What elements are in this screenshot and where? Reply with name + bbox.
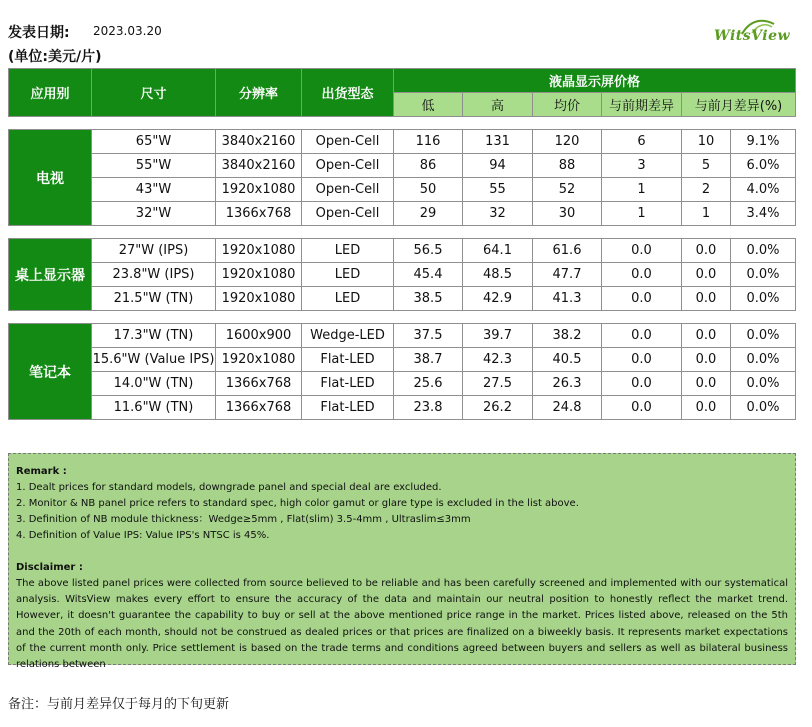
remark-item: 4. Definition of Value IPS: Value IPS's NTSC is 45%. <box>16 530 270 541</box>
shipment-type-cell: Open-Cell <box>302 202 394 226</box>
diff-prev-month-pct-cell: 0.0% <box>731 348 796 372</box>
section-spacer <box>9 117 796 130</box>
size-cell: 65"W <box>92 130 216 154</box>
low-price-cell: 38.7 <box>394 348 463 372</box>
witsview-logo <box>712 18 792 54</box>
avg-price-cell: 52 <box>533 178 602 202</box>
size-cell: 15.6"W (Value IPS) <box>92 348 216 372</box>
low-price-cell: 116 <box>394 130 463 154</box>
diff-prev-period-cell: 0.0 <box>602 372 682 396</box>
resolution-cell: 1920x1080 <box>216 239 302 263</box>
table-row <box>9 239 796 263</box>
table-row <box>9 372 796 396</box>
high-price-cell: 94 <box>463 154 533 178</box>
resolution-cell: 1366x768 <box>216 372 302 396</box>
high-price-cell: 42.3 <box>463 348 533 372</box>
table-row <box>9 324 796 348</box>
diff-prev-month-pct-cell: 0.0% <box>731 239 796 263</box>
resolution-cell: 3840x2160 <box>216 130 302 154</box>
avg-price-cell: 30 <box>533 202 602 226</box>
diff-prev-month-pct-cell: 4.0% <box>731 178 796 202</box>
table-row <box>9 130 796 154</box>
col-header-high: 高 <box>463 93 533 117</box>
size-cell: 27"W (IPS) <box>92 239 216 263</box>
unit-label: (单位:美元/片) <box>8 49 102 65</box>
high-price-cell: 55 <box>463 178 533 202</box>
disclaimer-text: The above listed panel prices were collected from source believed to be reliable and has been carefully screened and implemented with our systematical analysis. WitsView makes every effort to ensure the accuracy of the data and maintain our neutral position to honestly reflect the market trend. However, it doesn't guarantee the capability to buy or sell at the above mentioned price range in the market. Prices listed above, released on the 5th and the 20th of each month, should not be construed as dealed prices or that prices are finalized on a biweekly basis. It represents market expectations of the current month only. Price settlement is based on the trade terms and conditions agreed between buyers and sellers as well as bilateral business relations between <box>16 578 788 671</box>
size-cell: 21.5"W (TN) <box>92 287 216 311</box>
size-cell: 17.3"W (TN) <box>92 324 216 348</box>
high-price-cell: 64.1 <box>463 239 533 263</box>
publish-date-label: 发表日期: <box>8 25 70 41</box>
size-cell: 11.6"W (TN) <box>92 396 216 420</box>
diff-prev-period-cell: 0.0 <box>602 348 682 372</box>
shipment-type-cell: Flat-LED <box>302 348 394 372</box>
diff-prev-period-cell: 0.0 <box>602 263 682 287</box>
table-row <box>9 178 796 202</box>
shipment-type-cell: Flat-LED <box>302 372 394 396</box>
section-label: 笔记本 <box>9 324 92 420</box>
remark-item: 1. Dealt prices for standard models, downgrade panel and special deal are excluded. <box>16 482 442 493</box>
col-header-application: 应用别 <box>9 69 92 117</box>
diff-prev-period-cell: 0.0 <box>602 396 682 420</box>
low-price-cell: 38.5 <box>394 287 463 311</box>
shipment-type-cell: LED <box>302 287 394 311</box>
shipment-type-cell: Open-Cell <box>302 130 394 154</box>
avg-price-cell: 88 <box>533 154 602 178</box>
section-spacer <box>9 311 796 324</box>
high-price-cell: 39.7 <box>463 324 533 348</box>
diff-prev-month-pct-cell: 9.1% <box>731 130 796 154</box>
shipment-type-cell: LED <box>302 263 394 287</box>
table-row <box>9 154 796 178</box>
diff-prev-period-cell: 1 <box>602 202 682 226</box>
col-header-low: 低 <box>394 93 463 117</box>
avg-price-cell: 38.2 <box>533 324 602 348</box>
diff-prev-month-pct-cell: 0.0% <box>731 372 796 396</box>
low-price-cell: 23.8 <box>394 396 463 420</box>
shipment-type-cell: Open-Cell <box>302 178 394 202</box>
high-price-cell: 131 <box>463 130 533 154</box>
table-row <box>9 263 796 287</box>
remark-item: 2. Monitor & NB panel price refers to standard spec, high color gamut or glare type is excluded in the list above. <box>16 498 579 509</box>
diff-prev-month-pct-cell: 6.0% <box>731 154 796 178</box>
high-price-cell: 42.9 <box>463 287 533 311</box>
shipment-type-cell: Open-Cell <box>302 154 394 178</box>
resolution-cell: 1920x1080 <box>216 287 302 311</box>
diff-prev-month-pct-cell: 3.4% <box>731 202 796 226</box>
notes-box <box>8 453 796 671</box>
resolution-cell: 1366x768 <box>216 396 302 420</box>
disclaimer-title: Disclaimer : <box>16 562 83 573</box>
diff-prev-period-cell: 0.0 <box>602 324 682 348</box>
remark-title: Remark : <box>16 466 67 477</box>
diff-prev-month-cell: 1 <box>682 202 731 226</box>
low-price-cell: 45.4 <box>394 263 463 287</box>
logo-text: WitsView <box>714 28 791 44</box>
table-row <box>9 287 796 311</box>
col-header-size: 尺寸 <box>92 69 216 117</box>
avg-price-cell: 26.3 <box>533 372 602 396</box>
diff-prev-month-cell: 5 <box>682 154 731 178</box>
diff-prev-period-cell: 1 <box>602 178 682 202</box>
size-cell: 14.0"W (TN) <box>92 372 216 396</box>
size-cell: 23.8"W (IPS) <box>92 263 216 287</box>
avg-price-cell: 47.7 <box>533 263 602 287</box>
section-label: 桌上显示器 <box>9 239 92 311</box>
avg-price-cell: 41.3 <box>533 287 602 311</box>
footer-note: 备注：与前月差异仅于每月的下旬更新 <box>8 697 230 712</box>
shipment-type-cell: Wedge-LED <box>302 324 394 348</box>
resolution-cell: 1366x768 <box>216 202 302 226</box>
avg-price-cell: 61.6 <box>533 239 602 263</box>
table-row <box>9 202 796 226</box>
col-header-price-group: 液晶显示屏价格 <box>394 69 796 93</box>
high-price-cell: 32 <box>463 202 533 226</box>
shipment-type-cell: Flat-LED <box>302 396 394 420</box>
diff-prev-month-pct-cell: 0.0% <box>731 396 796 420</box>
diff-prev-month-cell: 0.0 <box>682 372 731 396</box>
diff-prev-month-cell: 0.0 <box>682 287 731 311</box>
diff-prev-month-cell: 10 <box>682 130 731 154</box>
diff-prev-period-cell: 0.0 <box>602 287 682 311</box>
publish-date-value: 2023.03.20 <box>93 24 162 38</box>
size-cell: 32"W <box>92 202 216 226</box>
diff-prev-month-pct-cell: 0.0% <box>731 324 796 348</box>
high-price-cell: 26.2 <box>463 396 533 420</box>
low-price-cell: 25.6 <box>394 372 463 396</box>
col-header-diff-prev-month: 与前月差异(%) <box>682 93 796 117</box>
diff-prev-month-cell: 0.0 <box>682 396 731 420</box>
diff-prev-month-cell: 0.0 <box>682 239 731 263</box>
shipment-type-cell: LED <box>302 239 394 263</box>
low-price-cell: 56.5 <box>394 239 463 263</box>
panel-price-table <box>8 68 796 420</box>
diff-prev-month-cell: 2 <box>682 178 731 202</box>
diff-prev-month-pct-cell: 0.0% <box>731 287 796 311</box>
size-cell: 43"W <box>92 178 216 202</box>
diff-prev-month-cell: 0.0 <box>682 324 731 348</box>
resolution-cell: 3840x2160 <box>216 154 302 178</box>
avg-price-cell: 120 <box>533 130 602 154</box>
diff-prev-period-cell: 0.0 <box>602 239 682 263</box>
diff-prev-month-cell: 0.0 <box>682 263 731 287</box>
high-price-cell: 48.5 <box>463 263 533 287</box>
col-header-resolution: 分辨率 <box>216 69 302 117</box>
section-spacer <box>9 226 796 239</box>
diff-prev-period-cell: 3 <box>602 154 682 178</box>
low-price-cell: 37.5 <box>394 324 463 348</box>
low-price-cell: 50 <box>394 178 463 202</box>
high-price-cell: 27.5 <box>463 372 533 396</box>
low-price-cell: 29 <box>394 202 463 226</box>
resolution-cell: 1600x900 <box>216 324 302 348</box>
col-header-shipment-type: 出货型态 <box>302 69 394 117</box>
avg-price-cell: 40.5 <box>533 348 602 372</box>
diff-prev-period-cell: 6 <box>602 130 682 154</box>
section-label: 电视 <box>9 130 92 226</box>
table-row <box>9 396 796 420</box>
resolution-cell: 1920x1080 <box>216 178 302 202</box>
resolution-cell: 1920x1080 <box>216 263 302 287</box>
remark-item: 3. Definition of NB module thickness：Wedge≥5mm , Flat(slim) 3.5-4mm , Ultraslim≤3mm <box>16 514 471 525</box>
diff-prev-month-pct-cell: 0.0% <box>731 263 796 287</box>
size-cell: 55"W <box>92 154 216 178</box>
low-price-cell: 86 <box>394 154 463 178</box>
avg-price-cell: 24.8 <box>533 396 602 420</box>
diff-prev-month-cell: 0.0 <box>682 348 731 372</box>
col-header-avg: 均价 <box>533 93 602 117</box>
col-header-diff-prev-period: 与前期差异 <box>602 93 682 117</box>
table-row <box>9 348 796 372</box>
resolution-cell: 1920x1080 <box>216 348 302 372</box>
